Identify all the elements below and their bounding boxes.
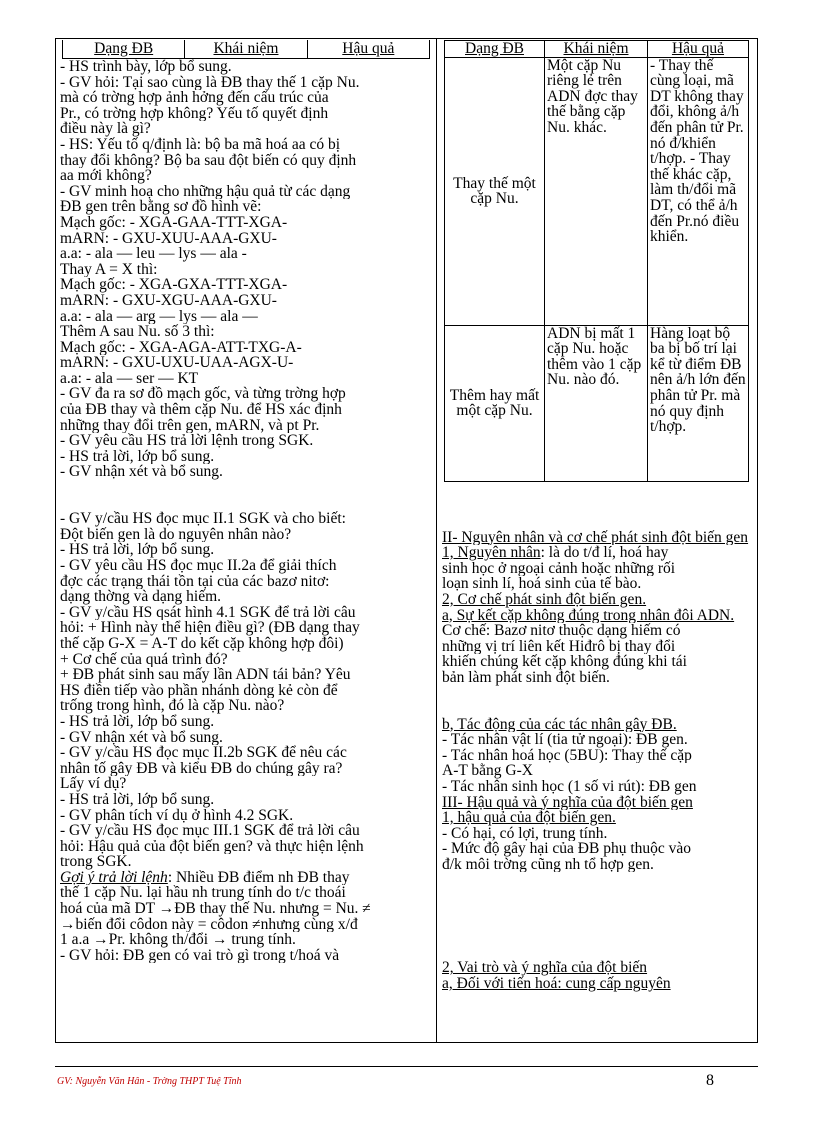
left-line: - HS trình bày, lớp bổ sung. — [60, 59, 232, 75]
hint-line — [60, 870, 432, 886]
consequence-line-2: - Mức độ gây hại của ĐB phụ thuộc vào — [442, 841, 692, 857]
left-line: - HS trả lời, lớp bổ sung. — [60, 542, 215, 558]
left-line: Pr., có trờng hợp không? Yếu tố quyết định — [60, 105, 329, 122]
left-line: aa mới không? — [60, 168, 152, 184]
left-line: dạng thờng và dạng hiếm. — [60, 589, 222, 605]
left-line: - GV y/cầu HS qsát hình 4.1 SGK để trả lời câu — [60, 604, 356, 621]
footer-rule — [55, 1066, 758, 1067]
left-line: - GV yêu cầu HS trả lời lệnh trong SGK. — [60, 433, 314, 449]
left-line: hoá của mã DT →ĐB thay thế Nu. nhưng = Nu. ≠ — [60, 901, 371, 917]
table-row-2-dang: Thêm hay mất một cặp Nu. — [445, 325, 545, 481]
mini-header-khai-niem: Khái niệm — [184, 40, 306, 58]
left-line: - GV nhận xét và bổ sung. — [60, 464, 223, 481]
left-line: mà có trờng hợp ảnh hởng đến cấu trúc của — [60, 90, 329, 106]
table-header-hau-qua: Hậu quả — [648, 41, 749, 58]
consequence-heading: 1, hậu quả của đột biến gen. — [442, 810, 616, 826]
left-line: những thay đổi trên gen, mARN, và pt Pr. — [60, 417, 320, 434]
agent-physical: - Tác nhân vật lí (tia tử ngoại): ĐB gen. — [442, 732, 688, 748]
table-header-khai-niem: Khái niệm — [545, 41, 648, 58]
left-line: điều này là gì? — [60, 121, 151, 137]
left-line: hỏi: + Hình này thể hiện điều gì? (ĐB dạng thay — [60, 620, 360, 636]
section-iii-heading: III- Hậu quả và ý nghĩa của đột biến gen — [442, 794, 693, 811]
agent-chemical-2: A-T bằng G-X — [442, 763, 533, 779]
left-line: - GV minh hoạ cho những hậu quả từ các dạng — [60, 183, 351, 200]
table-row-2-hau-qua: Hàng loạt bộ ba bị bố trí lại kể từ điểm ĐB nên ả/h lớn đến phân tử Pr. mà nó quy định t/hợp. — [648, 325, 749, 481]
left-line: - GV đa ra sơ đồ mạch gốc, và từng trờng hợp — [60, 386, 346, 403]
left-line: - HS trả lời, lớp bổ sung. — [60, 713, 215, 730]
left-line: Mạch gốc: - XGA-AGA-ATT-TXG-A- — [60, 339, 302, 356]
left-line: - GV hỏi: ĐB gen có vai trò gì trong t/hoá và — [60, 947, 340, 964]
left-line: - HS trả lời, lớp bổ sung. — [60, 791, 215, 808]
footer-author: GV: Nguyễn Văn Hân - Trờng THPT Tuệ Tĩnh — [57, 1076, 242, 1087]
cause-text: : là do t/đ lí, hoá hay — [540, 545, 669, 561]
left-line: trong SGK. — [60, 854, 132, 870]
left-line: nhân tố gây ĐB và kiểu ĐB do chúng gây ra? — [60, 760, 343, 777]
left-line: + Cơ chế của quá trình đó? — [60, 651, 228, 668]
left-line: 1 a.a →Pr. không th/đổi → trung tính. — [60, 932, 296, 948]
left-column — [60, 38, 432, 963]
left-line: - HS trả lời, lớp bổ sung. — [60, 448, 215, 465]
left-line: a.a: - ala — leu — lys — ala - — [60, 246, 247, 262]
left-line: a.a: - ala — arg — lys — ala — — [60, 308, 258, 325]
left-line: a.a: - ala — ser — KT — [60, 370, 199, 387]
left-line — [60, 480, 432, 496]
left-line: Mạch gốc: - XGA-GXA-TTT-XGA- — [60, 277, 288, 293]
cause-line-2: sinh học ở ngoại cảnh hoặc những rối — [442, 560, 676, 577]
left-line: thế cặp G-X = A-T do kết cặp không hợp đôi) — [60, 635, 344, 652]
left-line: - GV y/cầu HS đọc mục III.1 SGK để trả lời câu — [60, 823, 360, 839]
consequence-line-1: - Có hại, có lợi, trung tính. — [442, 825, 608, 842]
left-line: HS điền tiếp vào phần nhánh dòng kẻ còn để — [60, 682, 338, 699]
left-line: Lấy ví dụ? — [60, 776, 127, 792]
table-row-1-hau-qua: - Thay thế cùng loại, mã DT không thay đổi, không ả/h đến phân tử Pr. nó đ/khiển t/hợp. - Thay thế khác cặp, làm th/đổi mã DT, có thể ả/h đến Pr.nó điều khiển. — [648, 57, 749, 325]
mutation-table — [444, 40, 749, 482]
evolution-heading: a, Đối với tiến hoá: cung cấp nguyên — [442, 976, 671, 992]
left-mini-header — [62, 40, 430, 59]
cause-line-3: loạn sinh lí, hoá sinh của tế bào. — [442, 576, 642, 592]
cause-heading: 1, Nguyên nhân — [442, 545, 541, 561]
left-line: Đột biến gen là do nguyên nhân nào? — [60, 526, 292, 543]
agents-heading: b, Tác động của các tác nhân gây ĐB. — [442, 716, 677, 733]
left-line: - HS: Yếu tố q/định là: bộ ba mã hoá aa có bị — [60, 136, 341, 153]
column-divider — [436, 38, 437, 1043]
left-line — [60, 496, 432, 512]
left-line: - GV y/cầu HS đọc mục II.1 SGK và cho biết: — [60, 511, 346, 527]
left-line: thay đổi không? Bộ ba sau đột biến có quy định — [60, 152, 357, 169]
agent-chemical: - Tác nhân hoá học (5BU): Thay thế cặp — [442, 747, 692, 764]
left-line: đợc các trạng thái tồn tại của các bazơ nitơ: — [60, 573, 330, 590]
left-line: ĐB gen trên bằng sơ đồ hình vẽ: — [60, 199, 262, 215]
left-line: mARN: - GXU-XGU-AAA-GXU- — [60, 292, 277, 309]
left-line: Mạch gốc: - XGA-GAA-TTT-XGA- — [60, 214, 288, 231]
mechanism-line-2: những vị trí liên kết Hiđrô bị thay đổi — [442, 638, 676, 655]
left-line: - GV phân tích ví dụ ở hình 4.2 SGK. — [60, 807, 294, 824]
table-row-1-dang: Thay thế một cặp Nu. — [445, 57, 545, 325]
mispairing-heading: a, Sự kết cặp không đúng trong nhân đôi ADN. — [442, 607, 735, 624]
left-line: - GV nhận xét và bổ sung. — [60, 729, 223, 746]
left-line: mARN: - GXU-XUU-AAA-GXU- — [60, 230, 277, 247]
left-line: của ĐB thay và thêm cặp Nu. để HS xác định — [60, 402, 342, 418]
left-line: hỏi: Hậu quả của đột biến gen? và thực hiện lệnh — [60, 838, 364, 855]
mini-header-hau-qua: Hậu quả — [307, 40, 429, 58]
left-line: - GV hỏi: Tại sao cùng là ĐB thay thế 1 cặp Nu. — [60, 74, 360, 91]
agent-biological: - Tác nhân sinh học (1 số vi rút): ĐB gen — [442, 778, 697, 795]
left-line: + ĐB phát sinh sau mấy lần ADN tái bản? Yêu — [60, 667, 351, 683]
table-header-dang: Dạng ĐB — [445, 41, 545, 58]
page-number: 8 — [706, 1072, 714, 1089]
table-row-2-khai-niem: ADN bị mất 1 cặp Nu. hoặc thêm vào 1 cặp Nu. nào đó. — [545, 325, 648, 481]
left-line: Thay A = X thì: — [60, 261, 158, 278]
hint-text: : Nhiều ĐB điểm nh ĐB thay — [167, 869, 350, 886]
left-line: Thêm A sau Nu. số 3 thì: — [60, 324, 215, 340]
left-text-lines — [60, 59, 432, 963]
left-line: - GV yêu cầu HS đọc mục II.2a để giải thích — [60, 558, 337, 574]
mechanism-heading: 2, Cơ chế phát sinh đột biến gen. — [442, 591, 647, 608]
left-line: thế 1 cặp Nu. lại hầu nh trung tính do t/c thoái — [60, 885, 346, 902]
left-line: →biến đổi côdon này = côdon ≠nhưng cùng x/đ — [60, 916, 358, 933]
role-heading: 2, Vai trò và ý nghĩa của đột biến — [442, 960, 648, 977]
table-row-1-khai-niem: Một cặp Nu riêng lẻ trên ADN đợc thay thế bằng cặp Nu. khác. — [545, 57, 648, 325]
hint-label: Gợi ý trả lời lệnh — [60, 869, 168, 886]
left-line: trống trong hình, đó là cặp Nu. nào? — [60, 698, 285, 714]
mechanism-line-1: Cơ chế: Bazơ nitơ thuộc dạng hiếm có — [442, 623, 681, 639]
section-ii-heading: II- Nguyên nhân và cơ chế phát sinh đột biến gen — [442, 529, 749, 546]
left-line: mARN: - GXU-UXU-UAA-AGX-U- — [60, 355, 294, 371]
cause-paragraph — [442, 545, 754, 561]
mechanism-line-4: bản làm phát sinh đột biến. — [442, 669, 610, 686]
consequence-line-3: đ/k môi trờng cũng nh tổ hợp gen. — [442, 856, 654, 873]
right-column — [442, 38, 754, 992]
mini-header-dang: Dạng ĐB — [94, 40, 154, 57]
left-line: - GV y/cầu HS đọc mục II.2b SGK để nêu các — [60, 745, 347, 761]
mechanism-line-3: khiến chúng kết cặp không đúng khi tái — [442, 654, 687, 670]
